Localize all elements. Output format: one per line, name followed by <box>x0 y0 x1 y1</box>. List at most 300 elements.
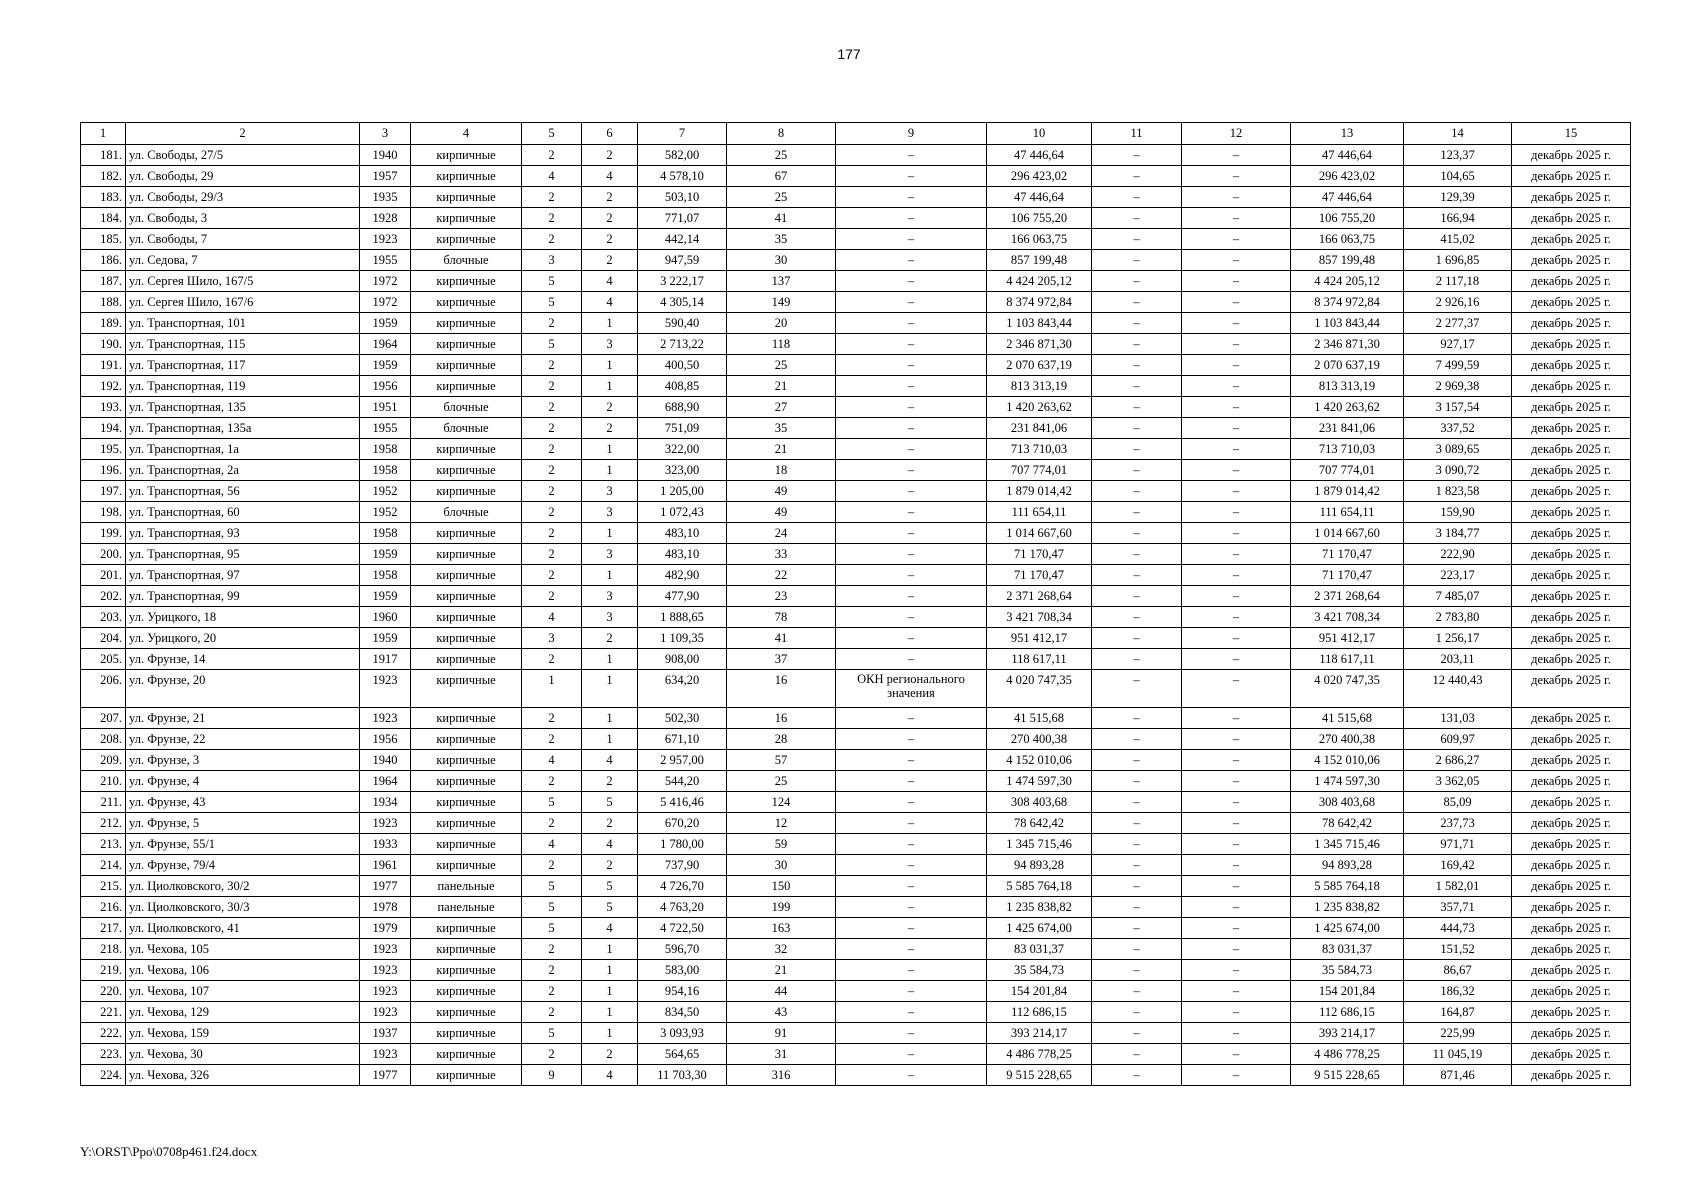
table-cell: – <box>1092 1044 1182 1065</box>
column-header: 3 <box>360 123 411 145</box>
table-cell: 9 <box>522 1065 582 1086</box>
table-cell: 215. <box>81 876 126 897</box>
table-cell: блочные <box>411 502 522 523</box>
table-cell: декабрь 2025 г. <box>1512 708 1631 729</box>
table-cell: 2 371 268,64 <box>1291 586 1404 607</box>
table-cell: 44 <box>727 981 836 1002</box>
table-cell: 41 515,68 <box>1291 708 1404 729</box>
table-cell: 185. <box>81 229 126 250</box>
table-cell: 2 <box>522 939 582 960</box>
table-cell: 1 205,00 <box>638 481 727 502</box>
table-cell: декабрь 2025 г. <box>1512 565 1631 586</box>
table-row <box>81 1065 1631 1086</box>
table-cell: 1952 <box>360 502 411 523</box>
table-cell: 483,10 <box>638 544 727 565</box>
table-cell: 400,50 <box>638 355 727 376</box>
table-cell: 23 <box>727 586 836 607</box>
table-cell: 216. <box>81 897 126 918</box>
table-cell: – <box>1092 813 1182 834</box>
table-cell: 214. <box>81 855 126 876</box>
table-cell: 41 <box>727 208 836 229</box>
table-cell: 2 <box>582 250 638 271</box>
table-cell: 2 277,37 <box>1404 313 1512 334</box>
table-cell: кирпичные <box>411 960 522 981</box>
table-cell: кирпичные <box>411 981 522 1002</box>
table-cell: кирпичные <box>411 439 522 460</box>
table-cell: 1937 <box>360 1023 411 1044</box>
table-cell: панельные <box>411 897 522 918</box>
table-cell: 57 <box>727 750 836 771</box>
table-cell: 203,11 <box>1404 649 1512 670</box>
table-cell: 1923 <box>360 1044 411 1065</box>
table-cell: 208. <box>81 729 126 750</box>
column-header: 5 <box>522 123 582 145</box>
table-cell: 217. <box>81 918 126 939</box>
table-cell: 3 362,05 <box>1404 771 1512 792</box>
table-cell: 3 <box>582 586 638 607</box>
table-cell: 30 <box>727 855 836 876</box>
table-cell: ул. Фрунзе, 3 <box>126 750 360 771</box>
table-cell: декабрь 2025 г. <box>1512 813 1631 834</box>
table-cell: 196. <box>81 460 126 481</box>
table-cell: 1978 <box>360 897 411 918</box>
table-cell: 2 <box>522 208 582 229</box>
table-cell: 222. <box>81 1023 126 1044</box>
table-cell: ул. Фрунзе, 20 <box>126 670 360 708</box>
table-cell: 21 <box>727 960 836 981</box>
table-cell: 5 416,46 <box>638 792 727 813</box>
column-header: 13 <box>1291 123 1404 145</box>
table-cell: 2 <box>522 502 582 523</box>
table-cell: 3 222,17 <box>638 271 727 292</box>
table-cell: 194. <box>81 418 126 439</box>
table-cell: – <box>1092 876 1182 897</box>
table-cell: кирпичные <box>411 918 522 939</box>
table-cell: декабрь 2025 г. <box>1512 649 1631 670</box>
table-cell: 4 020 747,35 <box>1291 670 1404 708</box>
table-cell: – <box>1182 981 1291 1002</box>
table-cell: – <box>1092 229 1182 250</box>
table-cell: 2 926,16 <box>1404 292 1512 313</box>
column-header: 12 <box>1182 123 1291 145</box>
table-cell: 1959 <box>360 544 411 565</box>
table-row <box>81 208 1631 229</box>
table-cell: 197. <box>81 481 126 502</box>
table-cell: 707 774,01 <box>1291 460 1404 481</box>
table-cell: 112 686,15 <box>987 1002 1092 1023</box>
table-cell: 1956 <box>360 729 411 750</box>
table-cell: 5 <box>522 334 582 355</box>
table-cell: – <box>1092 670 1182 708</box>
table-cell: – <box>1092 397 1182 418</box>
table-cell: 1951 <box>360 397 411 418</box>
table-cell: 123,37 <box>1404 145 1512 166</box>
table-cell: – <box>1092 250 1182 271</box>
table-cell: ул. Транспортная, 117 <box>126 355 360 376</box>
table-cell: – <box>1092 607 1182 628</box>
table-row <box>81 649 1631 670</box>
table-cell: 393 214,17 <box>987 1023 1092 1044</box>
table-cell: 927,17 <box>1404 334 1512 355</box>
table-cell: декабрь 2025 г. <box>1512 960 1631 981</box>
table-cell: ул. Свободы, 29 <box>126 166 360 187</box>
table-cell: 91 <box>727 1023 836 1044</box>
table-cell: – <box>1092 649 1182 670</box>
table-cell: 1923 <box>360 229 411 250</box>
table-cell: 2 070 637,19 <box>1291 355 1404 376</box>
table-cell: – <box>836 502 987 523</box>
table-cell: 1 879 014,42 <box>987 481 1092 502</box>
table-cell: – <box>836 187 987 208</box>
table-cell: 199 <box>727 897 836 918</box>
table-row <box>81 250 1631 271</box>
table-cell: – <box>836 1044 987 1065</box>
table-cell: 1 014 667,60 <box>1291 523 1404 544</box>
table-cell: декабрь 2025 г. <box>1512 855 1631 876</box>
table-cell: – <box>1092 502 1182 523</box>
table-cell: кирпичные <box>411 166 522 187</box>
table-cell: 4 <box>522 834 582 855</box>
table-cell: – <box>1092 586 1182 607</box>
table-cell: 2 969,38 <box>1404 376 1512 397</box>
table-cell: кирпичные <box>411 939 522 960</box>
table-cell: ул. Чехова, 107 <box>126 981 360 1002</box>
table-cell: 5 <box>522 292 582 313</box>
table-cell: 3 <box>522 250 582 271</box>
table-cell: 27 <box>727 397 836 418</box>
table-row <box>81 229 1631 250</box>
table-cell: – <box>1092 292 1182 313</box>
table-cell: – <box>1092 355 1182 376</box>
table-cell: кирпичные <box>411 208 522 229</box>
table-cell: ул. Транспортная, 95 <box>126 544 360 565</box>
table-cell: 1923 <box>360 960 411 981</box>
table-cell: – <box>836 876 987 897</box>
table-cell: – <box>1092 1065 1182 1086</box>
table-cell: ул. Транспортная, 1а <box>126 439 360 460</box>
table-cell: 2 <box>522 397 582 418</box>
table-cell: 415,02 <box>1404 229 1512 250</box>
table-cell: 4 <box>582 834 638 855</box>
table-cell: 202. <box>81 586 126 607</box>
table-cell: кирпичные <box>411 523 522 544</box>
table-cell: 16 <box>727 670 836 708</box>
table-cell: 1 <box>582 1023 638 1044</box>
table-cell: 1 <box>582 708 638 729</box>
table-cell: кирпичные <box>411 1023 522 1044</box>
table-row <box>81 792 1631 813</box>
table-cell: 154 201,84 <box>1291 981 1404 1002</box>
table-cell: ул. Циолковского, 30/2 <box>126 876 360 897</box>
table-cell: ул. Транспортная, 97 <box>126 565 360 586</box>
table-cell: 221. <box>81 1002 126 1023</box>
table-cell: 206. <box>81 670 126 708</box>
column-header: 2 <box>126 123 360 145</box>
table-cell: 671,10 <box>638 729 727 750</box>
table-cell: – <box>836 918 987 939</box>
table-cell: декабрь 2025 г. <box>1512 229 1631 250</box>
table-cell: 482,90 <box>638 565 727 586</box>
table-cell: 5 585 764,18 <box>987 876 1092 897</box>
table-cell: декабрь 2025 г. <box>1512 145 1631 166</box>
housing-register-table <box>80 122 1631 1086</box>
table-cell: 2 713,22 <box>638 334 727 355</box>
table-row <box>81 813 1631 834</box>
table-cell: 2 <box>522 544 582 565</box>
table-cell: 186. <box>81 250 126 271</box>
table-cell: 1 420 263,62 <box>987 397 1092 418</box>
table-cell: 78 642,42 <box>1291 813 1404 834</box>
table-cell: кирпичные <box>411 271 522 292</box>
table-cell: 129,39 <box>1404 187 1512 208</box>
table-cell: – <box>1092 208 1182 229</box>
table-cell: 1923 <box>360 813 411 834</box>
column-header: 7 <box>638 123 727 145</box>
table-cell: 71 170,47 <box>987 565 1092 586</box>
table-row <box>81 1002 1631 1023</box>
table-cell: 169,42 <box>1404 855 1512 876</box>
table-cell: 1958 <box>360 439 411 460</box>
table-row <box>81 187 1631 208</box>
table-cell: 4 <box>582 271 638 292</box>
table-cell: 502,30 <box>638 708 727 729</box>
table-cell: – <box>1092 729 1182 750</box>
table-cell: – <box>1092 750 1182 771</box>
table-cell: – <box>836 855 987 876</box>
table-cell: 1 <box>582 1002 638 1023</box>
table-cell: 12 <box>727 813 836 834</box>
table-cell: – <box>836 250 987 271</box>
table-cell: 3 <box>582 481 638 502</box>
table-cell: 503,10 <box>638 187 727 208</box>
table-cell: – <box>1092 855 1182 876</box>
table-cell: 2 <box>582 628 638 649</box>
table-cell: 590,40 <box>638 313 727 334</box>
table-cell: – <box>1182 250 1291 271</box>
table-cell: – <box>1182 1044 1291 1065</box>
table-cell: 1961 <box>360 855 411 876</box>
table-cell: ул. Транспортная, 93 <box>126 523 360 544</box>
table-cell: 192. <box>81 376 126 397</box>
table-cell: – <box>836 771 987 792</box>
table-row <box>81 750 1631 771</box>
table-cell: 1 474 597,30 <box>1291 771 1404 792</box>
table-cell: – <box>1092 376 1182 397</box>
table-cell: 2 <box>522 855 582 876</box>
table-cell: – <box>1092 187 1182 208</box>
table-cell: 204. <box>81 628 126 649</box>
table-cell: – <box>1092 271 1182 292</box>
table-cell: кирпичные <box>411 229 522 250</box>
table-cell: 191. <box>81 355 126 376</box>
table-cell: 296 423,02 <box>1291 166 1404 187</box>
table-cell: 2 <box>582 208 638 229</box>
table-cell: 2 <box>582 771 638 792</box>
table-cell: 1959 <box>360 313 411 334</box>
table-cell: 2 346 871,30 <box>1291 334 1404 355</box>
table-cell: 2 <box>522 355 582 376</box>
table-cell: декабрь 2025 г. <box>1512 1044 1631 1065</box>
table-cell: 1957 <box>360 166 411 187</box>
table-cell: – <box>1182 376 1291 397</box>
table-cell: – <box>1182 397 1291 418</box>
table-cell: 1 <box>582 960 638 981</box>
table-cell: 1 345 715,46 <box>1291 834 1404 855</box>
table-cell: декабрь 2025 г. <box>1512 628 1631 649</box>
table-row <box>81 897 1631 918</box>
table-cell: 5 <box>582 792 638 813</box>
table-cell: декабрь 2025 г. <box>1512 981 1631 1002</box>
table-cell: 231 841,06 <box>1291 418 1404 439</box>
table-cell: кирпичные <box>411 565 522 586</box>
table-cell: 199. <box>81 523 126 544</box>
table-cell: 11 703,30 <box>638 1065 727 1086</box>
table-cell: 270 400,38 <box>987 729 1092 750</box>
table-cell: декабрь 2025 г. <box>1512 939 1631 960</box>
table-cell: – <box>836 981 987 1002</box>
table-cell: 1 235 838,82 <box>1291 897 1404 918</box>
table-row <box>81 523 1631 544</box>
table-cell: – <box>1182 292 1291 313</box>
table-cell: – <box>1182 544 1291 565</box>
table-cell: 78 <box>727 607 836 628</box>
table-cell: 12 440,43 <box>1404 670 1512 708</box>
table-cell: – <box>1092 771 1182 792</box>
table-cell: 1 <box>582 670 638 708</box>
table-cell: 211. <box>81 792 126 813</box>
table-cell: – <box>1182 271 1291 292</box>
table-cell: 1 823,58 <box>1404 481 1512 502</box>
table-cell: – <box>1182 418 1291 439</box>
table-cell: – <box>836 460 987 481</box>
table-cell: – <box>1182 729 1291 750</box>
table-cell: 35 <box>727 418 836 439</box>
table-row <box>81 1023 1631 1044</box>
column-header: 4 <box>411 123 522 145</box>
table-cell: 1934 <box>360 792 411 813</box>
table-row <box>81 355 1631 376</box>
table-cell: 4 <box>582 918 638 939</box>
table-cell: 1923 <box>360 981 411 1002</box>
table-cell: 198. <box>81 502 126 523</box>
table-cell: 813 313,19 <box>987 376 1092 397</box>
table-cell: 20 <box>727 313 836 334</box>
table-row <box>81 397 1631 418</box>
table-cell: – <box>836 292 987 313</box>
table-cell: 1 103 843,44 <box>1291 313 1404 334</box>
table-cell: 2 957,00 <box>638 750 727 771</box>
table-cell: ул. Чехова, 106 <box>126 960 360 981</box>
table-cell: 18 <box>727 460 836 481</box>
table-cell: 31 <box>727 1044 836 1065</box>
table-cell: ул. Транспортная, 135 <box>126 397 360 418</box>
table-row <box>81 670 1631 708</box>
table-cell: ул. Транспортная, 60 <box>126 502 360 523</box>
table-cell: декабрь 2025 г. <box>1512 187 1631 208</box>
table-cell: ул. Фрунзе, 43 <box>126 792 360 813</box>
table-cell: кирпичные <box>411 334 522 355</box>
table-cell: декабрь 2025 г. <box>1512 166 1631 187</box>
table-cell: 1 014 667,60 <box>987 523 1092 544</box>
table-cell: 2 <box>522 1044 582 1065</box>
table-cell: – <box>1182 565 1291 586</box>
table-cell: – <box>1092 628 1182 649</box>
table-cell: декабрь 2025 г. <box>1512 460 1631 481</box>
table-cell: 4 <box>582 292 638 313</box>
table-cell: декабрь 2025 г. <box>1512 897 1631 918</box>
table-cell: ул. Урицкого, 18 <box>126 607 360 628</box>
table-cell: 337,52 <box>1404 418 1512 439</box>
table-cell: ул. Фрунзе, 21 <box>126 708 360 729</box>
table-cell: ул. Фрунзе, 79/4 <box>126 855 360 876</box>
table-cell: 442,14 <box>638 229 727 250</box>
table-cell: 4 486 778,25 <box>987 1044 1092 1065</box>
table-cell: – <box>1182 750 1291 771</box>
table-row <box>81 960 1631 981</box>
table-cell: декабрь 2025 г. <box>1512 670 1631 708</box>
table-cell: 4 020 747,35 <box>987 670 1092 708</box>
table-cell: – <box>1182 834 1291 855</box>
table-cell: 8 374 972,84 <box>1291 292 1404 313</box>
column-header: 14 <box>1404 123 1512 145</box>
table-cell: ул. Фрунзе, 55/1 <box>126 834 360 855</box>
table-cell: ул. Фрунзе, 14 <box>126 649 360 670</box>
table-cell: – <box>1182 334 1291 355</box>
table-cell: кирпичные <box>411 313 522 334</box>
table-cell: ул. Циолковского, 41 <box>126 918 360 939</box>
table-cell: 164,87 <box>1404 1002 1512 1023</box>
table-cell: 1 <box>582 439 638 460</box>
table-cell: 408,85 <box>638 376 727 397</box>
table-cell: – <box>836 229 987 250</box>
table-cell: 1 345 715,46 <box>987 834 1092 855</box>
table-cell: 4 424 205,12 <box>1291 271 1404 292</box>
table-cell: 857 199,48 <box>1291 250 1404 271</box>
table-cell: – <box>836 313 987 334</box>
table-cell: 477,90 <box>638 586 727 607</box>
table-cell: кирпичные <box>411 145 522 166</box>
table-cell: 151,52 <box>1404 939 1512 960</box>
table-cell: 1 420 263,62 <box>1291 397 1404 418</box>
table-cell: 1917 <box>360 649 411 670</box>
table-cell: блочные <box>411 397 522 418</box>
table-cell: 35 <box>727 229 836 250</box>
table-row <box>81 607 1631 628</box>
table-cell: – <box>836 729 987 750</box>
table-cell: 1923 <box>360 939 411 960</box>
table-cell: – <box>1182 313 1291 334</box>
table-row <box>81 544 1631 565</box>
table-cell: 106 755,20 <box>987 208 1092 229</box>
table-cell: 71 170,47 <box>1291 544 1404 565</box>
table-cell: декабрь 2025 г. <box>1512 250 1631 271</box>
table-cell: – <box>1182 670 1291 708</box>
table-cell: 2 <box>522 523 582 544</box>
table-cell: 1 <box>582 981 638 1002</box>
table-cell: 49 <box>727 502 836 523</box>
table-cell: ул. Свободы, 29/3 <box>126 187 360 208</box>
table-cell: 37 <box>727 649 836 670</box>
table-cell: ул. Чехова, 326 <box>126 1065 360 1086</box>
table-row <box>81 502 1631 523</box>
table-cell: 5 585 764,18 <box>1291 876 1404 897</box>
table-row <box>81 771 1631 792</box>
table-cell: 47 446,64 <box>987 145 1092 166</box>
table-cell: ул. Фрунзе, 22 <box>126 729 360 750</box>
table-cell: ул. Транспортная, 115 <box>126 334 360 355</box>
table-cell: 8 374 972,84 <box>987 292 1092 313</box>
table-cell: 111 654,11 <box>987 502 1092 523</box>
